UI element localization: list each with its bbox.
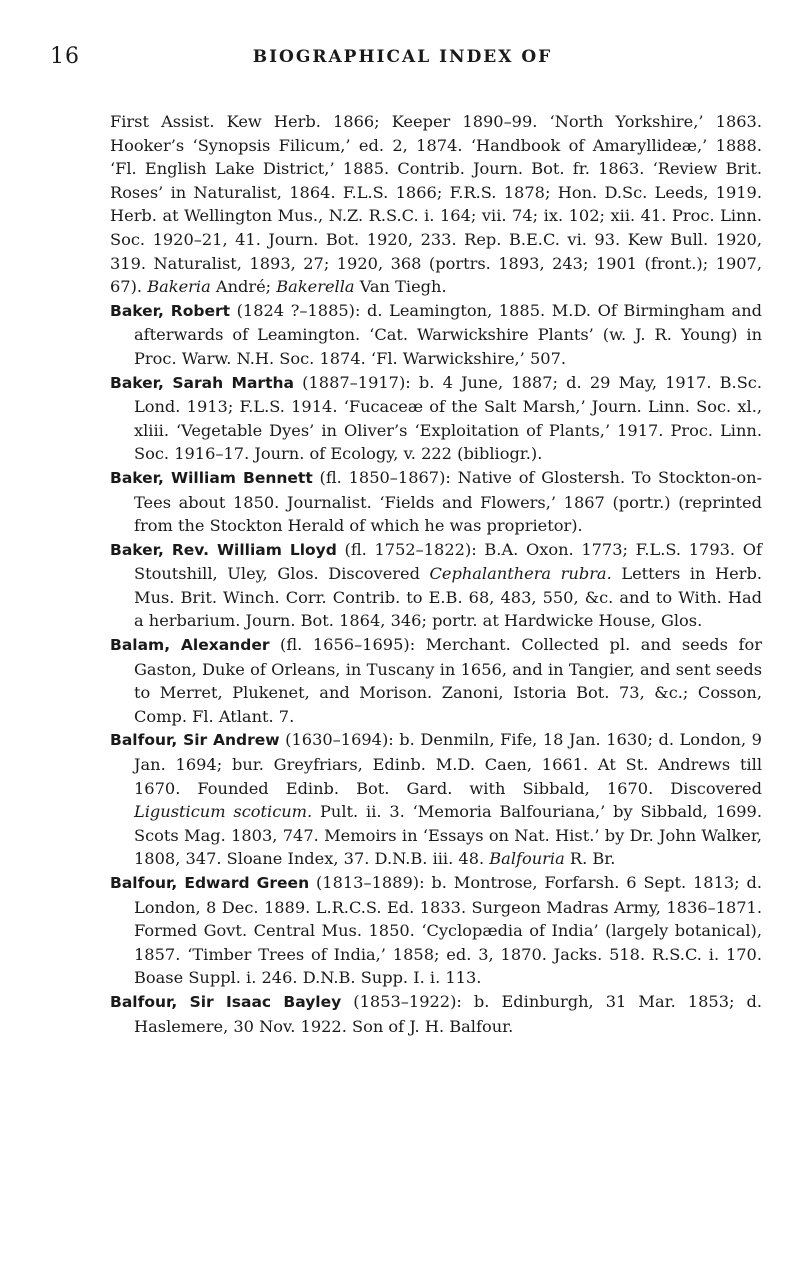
entry-name: Baker, William Bennett: [110, 468, 313, 487]
index-entry: [110, 633, 762, 728]
entry-italic-text: Bakeria: [147, 277, 211, 297]
entry-text: Letters in Herb. Mus. Brit. Winch. Corr. Contrib. to E.B. 68, 483, 550, &c. and to With. Had a herbarium. Journ. Bot. 1864, 346; portr. at Hardwicke House, Glos.: [134, 564, 762, 631]
index-entry: [110, 371, 762, 466]
entry-text: (1887–1917): b. 4 June, 1887; d. 29 May, 1917. B.Sc. Lond. 1913; F.L.S. 1914. ‘Fucaceæ of the Salt Marsh,’ Journ. Linn. Soc. xl., xliii. ‘Vegetable Dyes’ in Oliver’s ‘Exploitation of Plants,’ 1917. Proc. Linn. Soc. 1916–17. Journ. of Ecology, v. 222 (bibliogr.).: [134, 372, 762, 464]
running-title: BIOGRAPHICAL INDEX OF: [252, 47, 553, 67]
entry-italic-text: Cephalanthera rubra.: [429, 564, 612, 584]
entry-text: Pult. ii. 3. ‘Memoria Balfouriana,’ by Sibbald, 1699. Scots Mag. 1803, 747. Memoirs in ‘Essays on Nat. Hist.’ by Dr. John Walker, 1808, 347. Sloane Index, 37. D.N.B. iii. 48.: [134, 802, 762, 869]
page-header: [50, 44, 755, 74]
entry-name: Baker, Rev. William Lloyd: [110, 540, 337, 559]
entry-name: Balam, Alexander: [110, 636, 270, 655]
entry-text: (fl. 1656–1695): Merchant. Collected pl. and seeds for Gaston, Duke of Orleans, in Tuscany in 1656, and in Tangier, and sent seeds to Merret, Plukenet, and Morison. Zanoni, Istoria Bot. 73, &c.; Cosson, Comp. Fl. Atlant. 7.: [134, 635, 763, 726]
entry-text: (1853–1922): b. Edinburgh, 31 Mar. 1853; d. Haslemere, 30 Nov. 1922. Son of J. H. Balfour.: [134, 991, 762, 1036]
entry-name: Baker, Robert: [110, 301, 231, 320]
index-entry: [110, 871, 762, 990]
entry-text: (1630–1694): b. Denmiln, Fife, 18 Jan. 1630; d. London, 9 Jan. 1694; bur. Greyfriars, Edinb. M.D. Caen, 1661. At St. Andrews till 1670. Founded Edinb. Bot. Gard. with Sibbald, 1670. Discovered: [134, 730, 762, 798]
entry-text: André;: [210, 277, 277, 297]
entry-text: (fl. 1850–1867): Native of Glostersh. To Stockton-on-Tees about 1850. Journalist. ‘Fields and Flowers,’ 1867 (portr.) (reprinted from the Stockton Herald of which he was proprietor).: [134, 467, 762, 536]
entry-name: Baker, Sarah Martha: [110, 373, 294, 392]
index-entry: [110, 110, 762, 299]
index-entry: [110, 299, 762, 371]
page-number: 16: [50, 44, 80, 69]
entry-text: R. Br.: [564, 849, 616, 869]
entry-text: (1813–1889): b. Montrose, Forfarsh. 6 Sept. 1813; d. London, 8 Dec. 1889. L.R.C.S. Ed. 1833. Surgeon Madras Army, 1836–1871. Formed Govt. Central Mus. 1850. ‘Cyclopædia of India’ (largely botanical), 1857. ‘Timber Trees of India,’ 1858; ed. 3, 1870. Jacks. 518. R.S.C. i. 170. Boase Suppl. i. 246. D.N.B. Supp. I. i. 113.: [134, 873, 762, 988]
entry-text: First Assist. Kew Herb. 1866; Keeper 1890–99. ‘North Yorkshire,’ 1863. Hooker’s ‘Synopsis Filicum,’ ed. 2, 1874. ‘Handbook of Amaryllideæ,’ 1888. ‘Fl. English Lake District,’ 1885. Contrib. Journ. Bot. fr. 1863. ‘Review Brit. Roses’ in Naturalist, 1864. F.L.S. 1866; F.R.S. 1878; Hon. D.Sc. Leeds, 1919. Herb. at Wellington Mus., N.Z. R.S.C. i. 164; vii. 74; ix. 102; xii. 41. Proc. Linn. Soc. 1920–21, 41. Journ. Bot. 1920, 233. Rep. B.E.C. vi. 93. Kew Bull. 1920, 319. Naturalist, 1893, 27; 1920, 368 (portrs. 1893, 243; 1901 (front.); 1907, 67).: [110, 112, 762, 297]
entry-name: Balfour, Edward Green: [110, 874, 310, 892]
entry-name: Balfour, Sir Andrew: [110, 731, 280, 750]
entry-text: Van Tiegh.: [354, 277, 447, 297]
index-entry: [110, 466, 762, 538]
entry-name: Balfour, Sir Isaac Bayley: [110, 992, 342, 1011]
index-entries: [110, 110, 762, 1038]
index-entry: [110, 990, 762, 1038]
entry-text: (fl. 1752–1822): B.A. Oxon. 1773; F.L.S. 1793. Of Stoutshill, Uley, Glos. Discovered: [134, 539, 762, 584]
index-entry: [110, 538, 762, 633]
entry-italic-text: Balfouria: [489, 849, 565, 869]
entry-italic-text: Ligusticum scoticum.: [134, 802, 313, 822]
entry-italic-text: Bakerella: [276, 277, 355, 297]
entry-text: (1824 ?–1885): d. Leamington, 1885. M.D. Of Birmingham and afterwards of Leamington. ‘Cat. Warwickshire Plants’ (w. J. R. Young) in Proc. Warw. N.H. Soc. 1874. ‘Fl. Warwickshire,’ 507.: [134, 300, 762, 368]
index-entry: [110, 728, 762, 871]
